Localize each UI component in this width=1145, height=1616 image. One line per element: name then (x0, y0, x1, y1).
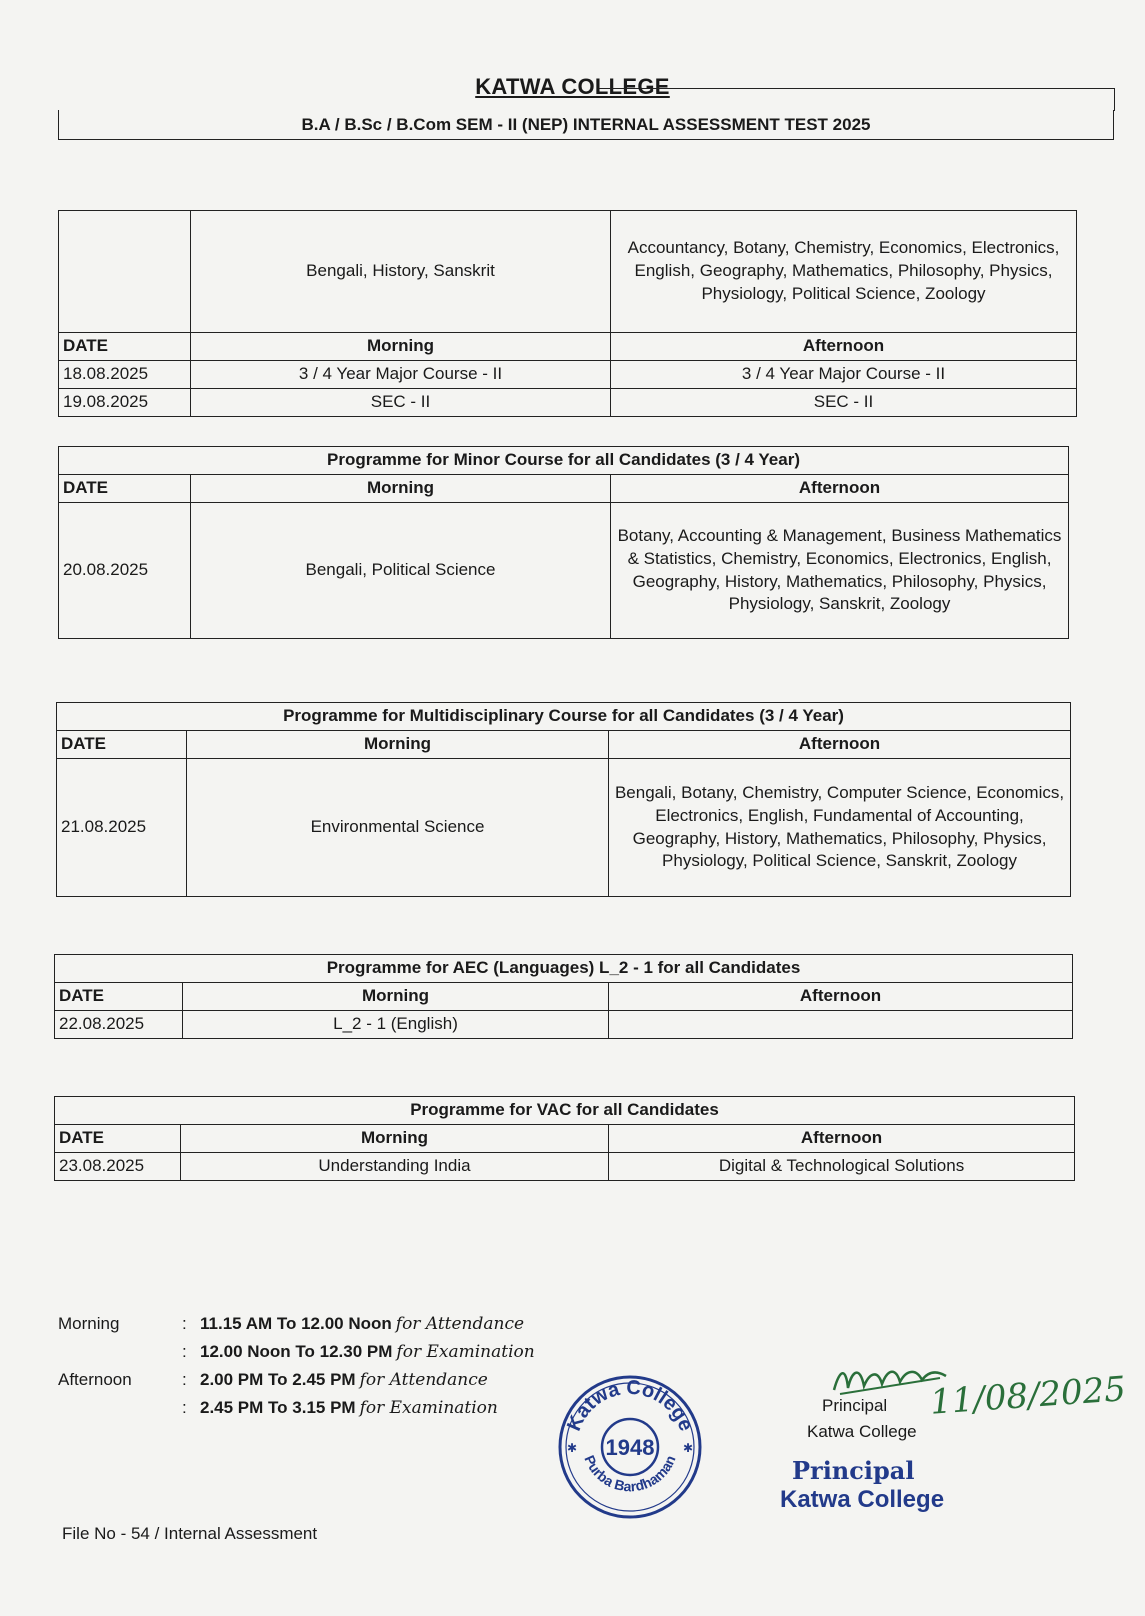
row-afternoon: 3 / 4 Year Major Course - II (611, 361, 1077, 389)
major-morning-subjects: Bengali, History, Sanskrit (191, 211, 611, 333)
row-date: 21.08.2025 (57, 759, 187, 897)
timing-row: : 12.00 Noon To 12.30 PM for Examination (182, 1342, 535, 1362)
row-afternoon: Digital & Technological Solutions (609, 1153, 1075, 1181)
row-afternoon: SEC - II (611, 389, 1077, 417)
vac-title: Programme for VAC for all Candidates (55, 1097, 1075, 1125)
date-header: DATE (59, 475, 191, 503)
date-header: DATE (59, 333, 191, 361)
timing-purpose: for Examination (396, 1342, 535, 1362)
table-row (59, 503, 1069, 639)
table-row (55, 1153, 1075, 1181)
table-row (55, 1011, 1073, 1039)
timings-block (58, 1310, 535, 1422)
afternoon-header: Afternoon (611, 475, 1069, 503)
multi-title: Programme for Multidisciplinary Course for all Candidates (3 / 4 Year) (57, 703, 1071, 731)
row-date: 20.08.2025 (59, 503, 191, 639)
seal-year: 1948 (605, 1435, 655, 1460)
morning-header: Morning (187, 731, 609, 759)
principal-stamp-line1: Principal (792, 1456, 915, 1485)
row-morning: Bengali, Political Science (191, 503, 611, 639)
morning-header: Morning (191, 333, 611, 361)
timing-purpose: for Attendance (395, 1314, 525, 1334)
seal-top-text: Katwa College (563, 1376, 697, 1435)
timing-label: Morning (58, 1314, 120, 1333)
timing-time: 12.00 Noon To 12.30 PM (200, 1342, 393, 1361)
afternoon-header: Afternoon (609, 1125, 1075, 1153)
date-header: DATE (55, 1125, 181, 1153)
signature-block (780, 1360, 1128, 1520)
timing-row: : 2.45 PM To 3.15 PM for Examination (182, 1398, 498, 1418)
row-date: 22.08.2025 (55, 1011, 183, 1039)
college-seal (555, 1372, 705, 1522)
principal-stamp-line2: Katwa College (780, 1486, 945, 1513)
timing-time: 2.45 PM To 3.15 PM (200, 1398, 356, 1417)
timing-purpose: for Attendance (359, 1370, 488, 1390)
row-date: 23.08.2025 (55, 1153, 181, 1181)
timing-label: Afternoon (58, 1370, 132, 1389)
svg-text:✱: ✱ (567, 1441, 578, 1455)
college-title: KATWA COLLEGE (475, 74, 670, 99)
major-schedule-table (58, 210, 1077, 417)
row-afternoon (609, 1011, 1073, 1039)
aec-title: Programme for AEC (Languages) L_2 - 1 for all Candidates (55, 955, 1073, 983)
morning-header: Morning (181, 1125, 609, 1153)
row-afternoon: Bengali, Botany, Chemistry, Computer Science, Economics, Electronics, English, Fundamental of Accounting, Geography, History, Mathematics, Philosophy, Physics, Physiology, Political Science, Sanskrit, Zoology (609, 759, 1071, 897)
table-row (57, 759, 1071, 897)
row-morning: Understanding India (181, 1153, 609, 1181)
table-row (59, 361, 1077, 389)
row-morning: Environmental Science (187, 759, 609, 897)
row-morning: L_2 - 1 (English) (183, 1011, 609, 1039)
signatory-title: Principal (822, 1396, 888, 1415)
row-date: 18.08.2025 (59, 361, 191, 389)
timing-row: Afternoon : 2.00 PM To 2.45 PM for Attendance (58, 1370, 488, 1390)
morning-header: Morning (183, 983, 609, 1011)
seal-bottom-text: Purba Bardhaman (581, 1452, 679, 1495)
minor-title: Programme for Minor Course for all Candidates (3 / 4 Year) (59, 447, 1069, 475)
afternoon-header: Afternoon (609, 731, 1071, 759)
row-morning: SEC - II (191, 389, 611, 417)
timing-purpose: for Examination (359, 1398, 498, 1418)
row-afternoon: Botany, Accounting & Management, Business Mathematics & Statistics, Chemistry, Economics, Electronics, English, Geography, History, Mathematics, Philosophy, Physics, Physiology, Sanskrit, Zoology (611, 503, 1069, 639)
timing-time: 11.15 AM To 12.00 Noon (200, 1314, 392, 1333)
afternoon-header: Afternoon (611, 333, 1077, 361)
file-number: File No - 54 / Internal Assessment (62, 1524, 318, 1543)
svg-text:Katwa College (563, 1377, 697, 1435)
minor-schedule-table (58, 446, 1069, 639)
morning-header: Morning (191, 475, 611, 503)
multidisciplinary-schedule-table (56, 702, 1071, 897)
timing-row: Morning : 11.15 AM To 12.00 Noon for Attendance (58, 1314, 525, 1334)
date-header: DATE (55, 983, 183, 1011)
handwritten-date: 11/08/2025 (928, 1369, 1128, 1423)
table-row (59, 389, 1077, 417)
aec-schedule-table (54, 954, 1073, 1039)
blank-cell (59, 211, 191, 333)
svg-text:✱: ✱ (683, 1441, 694, 1455)
major-afternoon-subjects: Accountancy, Botany, Chemistry, Economics, Electronics, English, Geography, Mathematics, Philosophy, Physics, Physiology, Political Science, Zoology (611, 211, 1077, 333)
vac-schedule-table (54, 1096, 1075, 1181)
date-header: DATE (57, 731, 187, 759)
timing-time: 2.00 PM To 2.45 PM (200, 1370, 356, 1389)
row-morning: 3 / 4 Year Major Course - II (191, 361, 611, 389)
test-title: B.A / B.Sc / B.Com SEM - II (NEP) INTERNAL ASSESSMENT TEST 2025 (58, 110, 1114, 140)
afternoon-header: Afternoon (609, 983, 1073, 1011)
signatory-institution: Katwa College (807, 1422, 917, 1441)
row-date: 19.08.2025 (59, 389, 191, 417)
